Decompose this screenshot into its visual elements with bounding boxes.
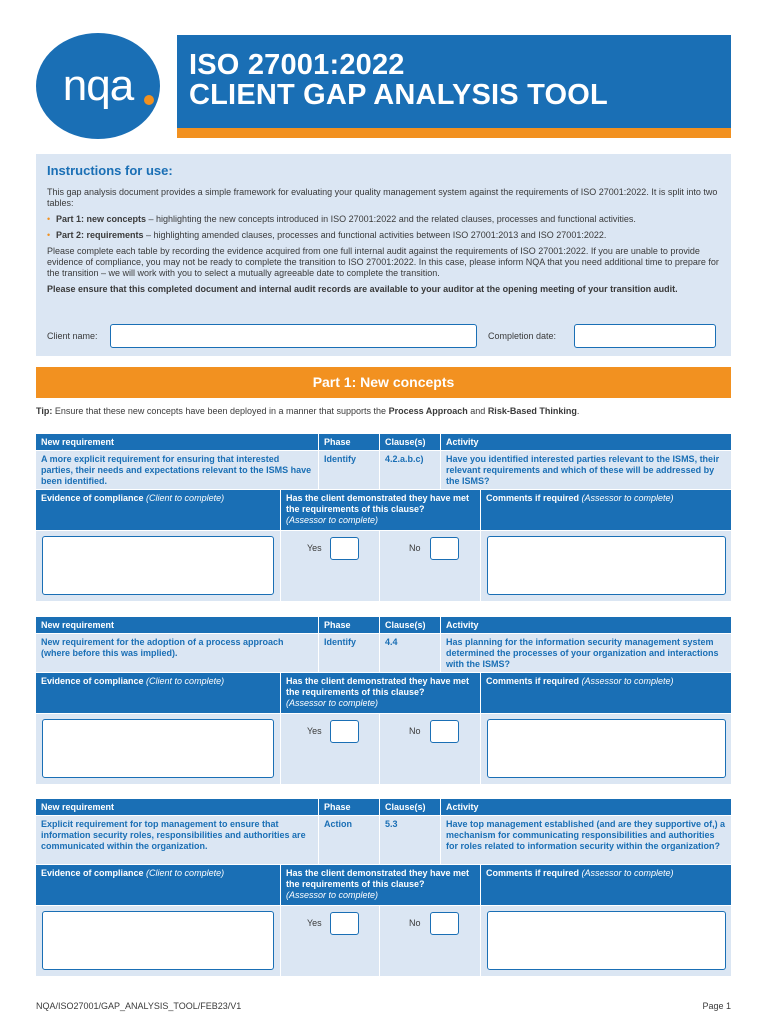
phase-value: Identify (319, 634, 379, 672)
header-clauses: Clause(s) (380, 617, 440, 633)
header-clauses: Clause(s) (380, 799, 440, 815)
no-label: No (409, 918, 421, 928)
nqa-logo (36, 33, 160, 139)
yes-label: Yes (307, 918, 322, 928)
client-row (47, 324, 717, 348)
requirement-text: New requirement for the adoption of a process approach (where before this was implied). (36, 634, 318, 672)
header-phase: Phase (319, 434, 379, 450)
completion-date-label: Completion date: (488, 331, 557, 341)
instructions-intro: This gap analysis document provides a simple framework for evaluating your quality management system against the requirements of ISO 27001:2022. It is split into two tables: (47, 187, 718, 208)
logo-dot-icon (144, 95, 154, 105)
instructions-bullet-2 (47, 230, 720, 241)
header-activity: Activity (441, 617, 731, 633)
header-phase: Phase (319, 799, 379, 815)
title-line-1: ISO 27001:2022 (189, 49, 405, 81)
header-new-requirement: New requirement (36, 617, 318, 633)
part-1-banner: Part 1: New concepts (36, 367, 731, 398)
header-comments: Comments if required (Assessor to complete) (481, 673, 731, 713)
footer-doc-ref: NQA/ISO27001/GAP_ANALYSIS_TOOL/FEB23/V1 (36, 1001, 242, 1011)
bullet-1-text: – highlighting the new concepts introduced in ISO 27001:2022 and the related clauses, processes and functional activities. (146, 214, 636, 224)
instructions-panel (36, 154, 731, 356)
bullet-icon: • (47, 214, 51, 224)
header-new-requirement: New requirement (36, 799, 318, 815)
evidence-input[interactable] (42, 536, 274, 595)
header-activity: Activity (441, 799, 731, 815)
header-evidence: Evidence of compliance (Client to complete) (36, 865, 280, 905)
evidence-input[interactable] (42, 911, 274, 970)
no-checkbox[interactable] (430, 720, 459, 743)
title-accent-bar (177, 128, 731, 138)
clause-value: 4.2.a.b.c) (380, 451, 440, 489)
yes-checkbox[interactable] (330, 720, 359, 743)
header-comments: Comments if required (Assessor to complete) (481, 490, 731, 530)
client-name-input[interactable] (110, 324, 477, 348)
clause-value: 4.4 (380, 634, 440, 672)
activity-text: Have you identified interested parties relevant to the ISMS, their relevant requirements and which of these will be addressed by the ISMS? (441, 451, 731, 489)
yes-label: Yes (307, 726, 322, 736)
header-clauses: Clause(s) (380, 434, 440, 450)
activity-text: Have top management established (and are they supportive of,) a mechanism for communicating responsibilities and authorities for roles related to information security within the organization? (441, 816, 731, 864)
title-box (177, 35, 731, 128)
phase-value: Action (319, 816, 379, 864)
yes-label: Yes (307, 543, 322, 553)
no-label: No (409, 726, 421, 736)
bullet-2-bold: Part 2: requirements (56, 230, 144, 240)
footer-page-number: Page 1 (702, 1001, 731, 1011)
tip-text: Tip: Ensure that these new concepts have been deployed in a manner that supports the Process Approach and Risk-Based Thinking. (36, 406, 580, 416)
clause-value: 5.3 (380, 816, 440, 864)
title-line-2: CLIENT GAP ANALYSIS TOOL (189, 79, 608, 111)
header-demonstrated: Has the client demonstrated they have met the requirements of this clause? (Assessor to complete) (281, 673, 480, 713)
header-new-requirement: New requirement (36, 434, 318, 450)
instructions-bullet-1 (47, 214, 720, 225)
client-name-label: Client name: (47, 331, 98, 341)
header-demonstrated: Has the client demonstrated they have met the requirements of this clause? (Assessor to complete) (281, 490, 480, 530)
phase-value: Identify (319, 451, 379, 489)
header-activity: Activity (441, 434, 731, 450)
yes-checkbox[interactable] (330, 912, 359, 935)
logo-text: nqa (62, 61, 134, 110)
header-demonstrated: Has the client demonstrated they have met the requirements of this clause? (Assessor to complete) (281, 865, 480, 905)
evidence-input[interactable] (42, 719, 274, 778)
bullet-2-text: – highlighting amended clauses, processes and functional activities between ISO 27001:2013 and ISO 27001:2022. (143, 230, 607, 240)
no-checkbox[interactable] (430, 537, 459, 560)
instructions-heading: Instructions for use: (47, 163, 173, 178)
bullet-1-bold: Part 1: new concepts (56, 214, 147, 224)
completion-date-input[interactable] (574, 324, 716, 348)
instructions-bold-paragraph: Please ensure that this completed document and internal audit records are available to your auditor at the opening meeting of your transition audit. (47, 284, 678, 294)
header-phase: Phase (319, 617, 379, 633)
yes-checkbox[interactable] (330, 537, 359, 560)
requirement-text: Explicit requirement for top management to ensure that information security roles, responsibilities and authorities are communicated within the organization. (36, 816, 318, 864)
instructions-paragraph: Please complete each table by recording the evidence acquired from one full internal audit against the requirements of ISO 27001:2022. If you are unable to provide evidence of compliance, you may not be ready to complete the transition to ISO 27001:2022. In this case, please inform NQA that you need additional time to prepare for the transition – we will work with you to select a mutually agreeable date to complete the transition. (47, 246, 719, 278)
activity-text: Has planning for the information security management system determined the processes of your organization and interactions with the ISMS? (441, 634, 731, 672)
requirement-text: A more explicit requirement for ensuring that interested parties, their needs and expectations relevant to the ISMS have been identified. (36, 451, 318, 489)
comments-input[interactable] (487, 536, 726, 595)
header-evidence: Evidence of compliance (Client to complete) (36, 673, 280, 713)
header-comments: Comments if required (Assessor to complete) (481, 865, 731, 905)
no-label: No (409, 543, 421, 553)
no-checkbox[interactable] (430, 912, 459, 935)
comments-input[interactable] (487, 911, 726, 970)
bullet-icon: • (47, 230, 51, 240)
header-evidence: Evidence of compliance (Client to complete) (36, 490, 280, 530)
comments-input[interactable] (487, 719, 726, 778)
